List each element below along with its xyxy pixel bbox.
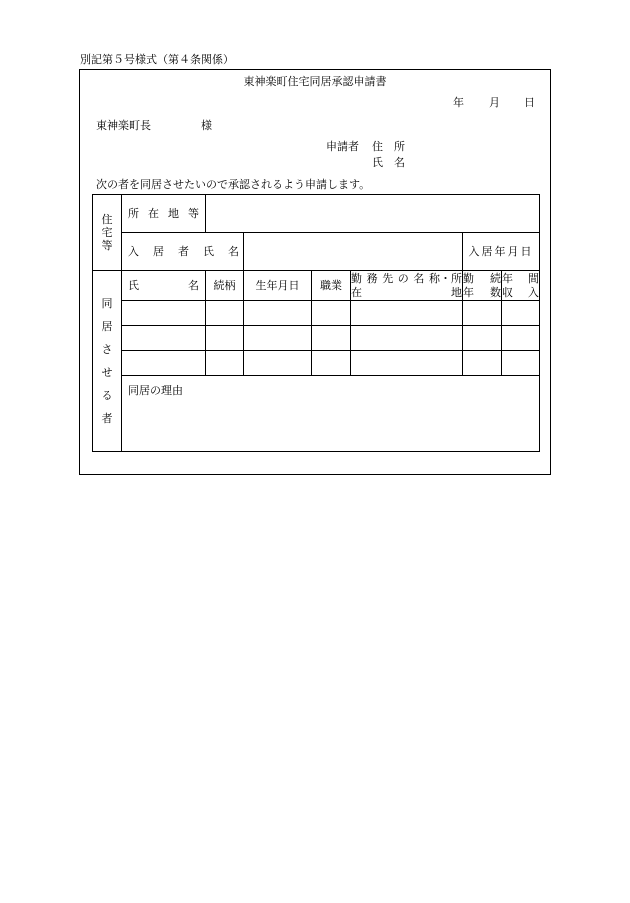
income-input-cell[interactable] (502, 326, 540, 351)
reason-label: 同居の理由 (128, 384, 183, 397)
name-input-cell[interactable] (122, 326, 206, 351)
header-occupation: 職業 (312, 271, 351, 301)
tenure-input-cell[interactable] (463, 326, 502, 351)
header-tenure: 勤 続 年 数 (463, 272, 501, 299)
birth-input-cell[interactable] (244, 301, 312, 326)
table-row (93, 326, 540, 351)
header-relation: 続柄 (206, 271, 244, 301)
relation-input-cell[interactable] (206, 351, 244, 376)
date-month-label: 月 (489, 96, 500, 109)
addressee-honorific: 様 (201, 119, 212, 132)
cohabitant-group-label: 同 居 さ せ る 者 (93, 271, 122, 452)
applicant-label: 申請者 (326, 140, 359, 153)
move-in-date-label: 入居年月日 (463, 233, 540, 271)
applicant-address-label: 住 所 (372, 140, 405, 153)
date-year-label: 年 (453, 96, 464, 109)
resident-name-input-cell[interactable] (244, 233, 463, 271)
housing-group-label: 住 宅 等 (93, 195, 122, 271)
job-input-cell[interactable] (312, 301, 351, 326)
reason-cell[interactable] (122, 376, 540, 452)
job-input-cell[interactable] (312, 351, 351, 376)
header-annual-income: 年 間 収 入 (502, 272, 540, 299)
location-input-cell[interactable] (206, 195, 540, 233)
tenure-input-cell[interactable] (463, 301, 502, 326)
form-number-label: 別記第５号様式（第４条関係） (80, 53, 234, 66)
income-input-cell[interactable] (502, 351, 540, 376)
location-label: 所 在 地 等 (122, 195, 206, 233)
workplace-input-cell[interactable] (351, 326, 463, 351)
birth-input-cell[interactable] (244, 351, 312, 376)
name-input-cell[interactable] (122, 301, 206, 326)
header-birth-date: 生年月日 (244, 271, 312, 301)
workplace-input-cell[interactable] (351, 301, 463, 326)
relation-input-cell[interactable] (206, 326, 244, 351)
form-title: 東神楽町住宅同居承認申請書 (243, 75, 387, 88)
application-table (92, 194, 540, 452)
header-name: 氏 名 (122, 271, 206, 301)
addressee-name: 東神楽町長 (96, 119, 151, 132)
relation-input-cell[interactable] (206, 301, 244, 326)
resident-name-label: 入 居 者 氏 名 (122, 233, 244, 271)
job-input-cell[interactable] (312, 326, 351, 351)
name-input-cell[interactable] (122, 351, 206, 376)
table-row (93, 351, 540, 376)
workplace-input-cell[interactable] (351, 351, 463, 376)
header-workplace: 勤 務 先 の 名 称・所 在 地 (351, 272, 462, 299)
birth-input-cell[interactable] (244, 326, 312, 351)
table-row (93, 301, 540, 326)
income-input-cell[interactable] (502, 301, 540, 326)
applicant-name-label: 氏 名 (372, 156, 405, 169)
date-day-label: 日 (524, 96, 535, 109)
tenure-input-cell[interactable] (463, 351, 502, 376)
intro-text: 次の者を同居させたいので承認されるよう申請します。 (96, 178, 371, 191)
